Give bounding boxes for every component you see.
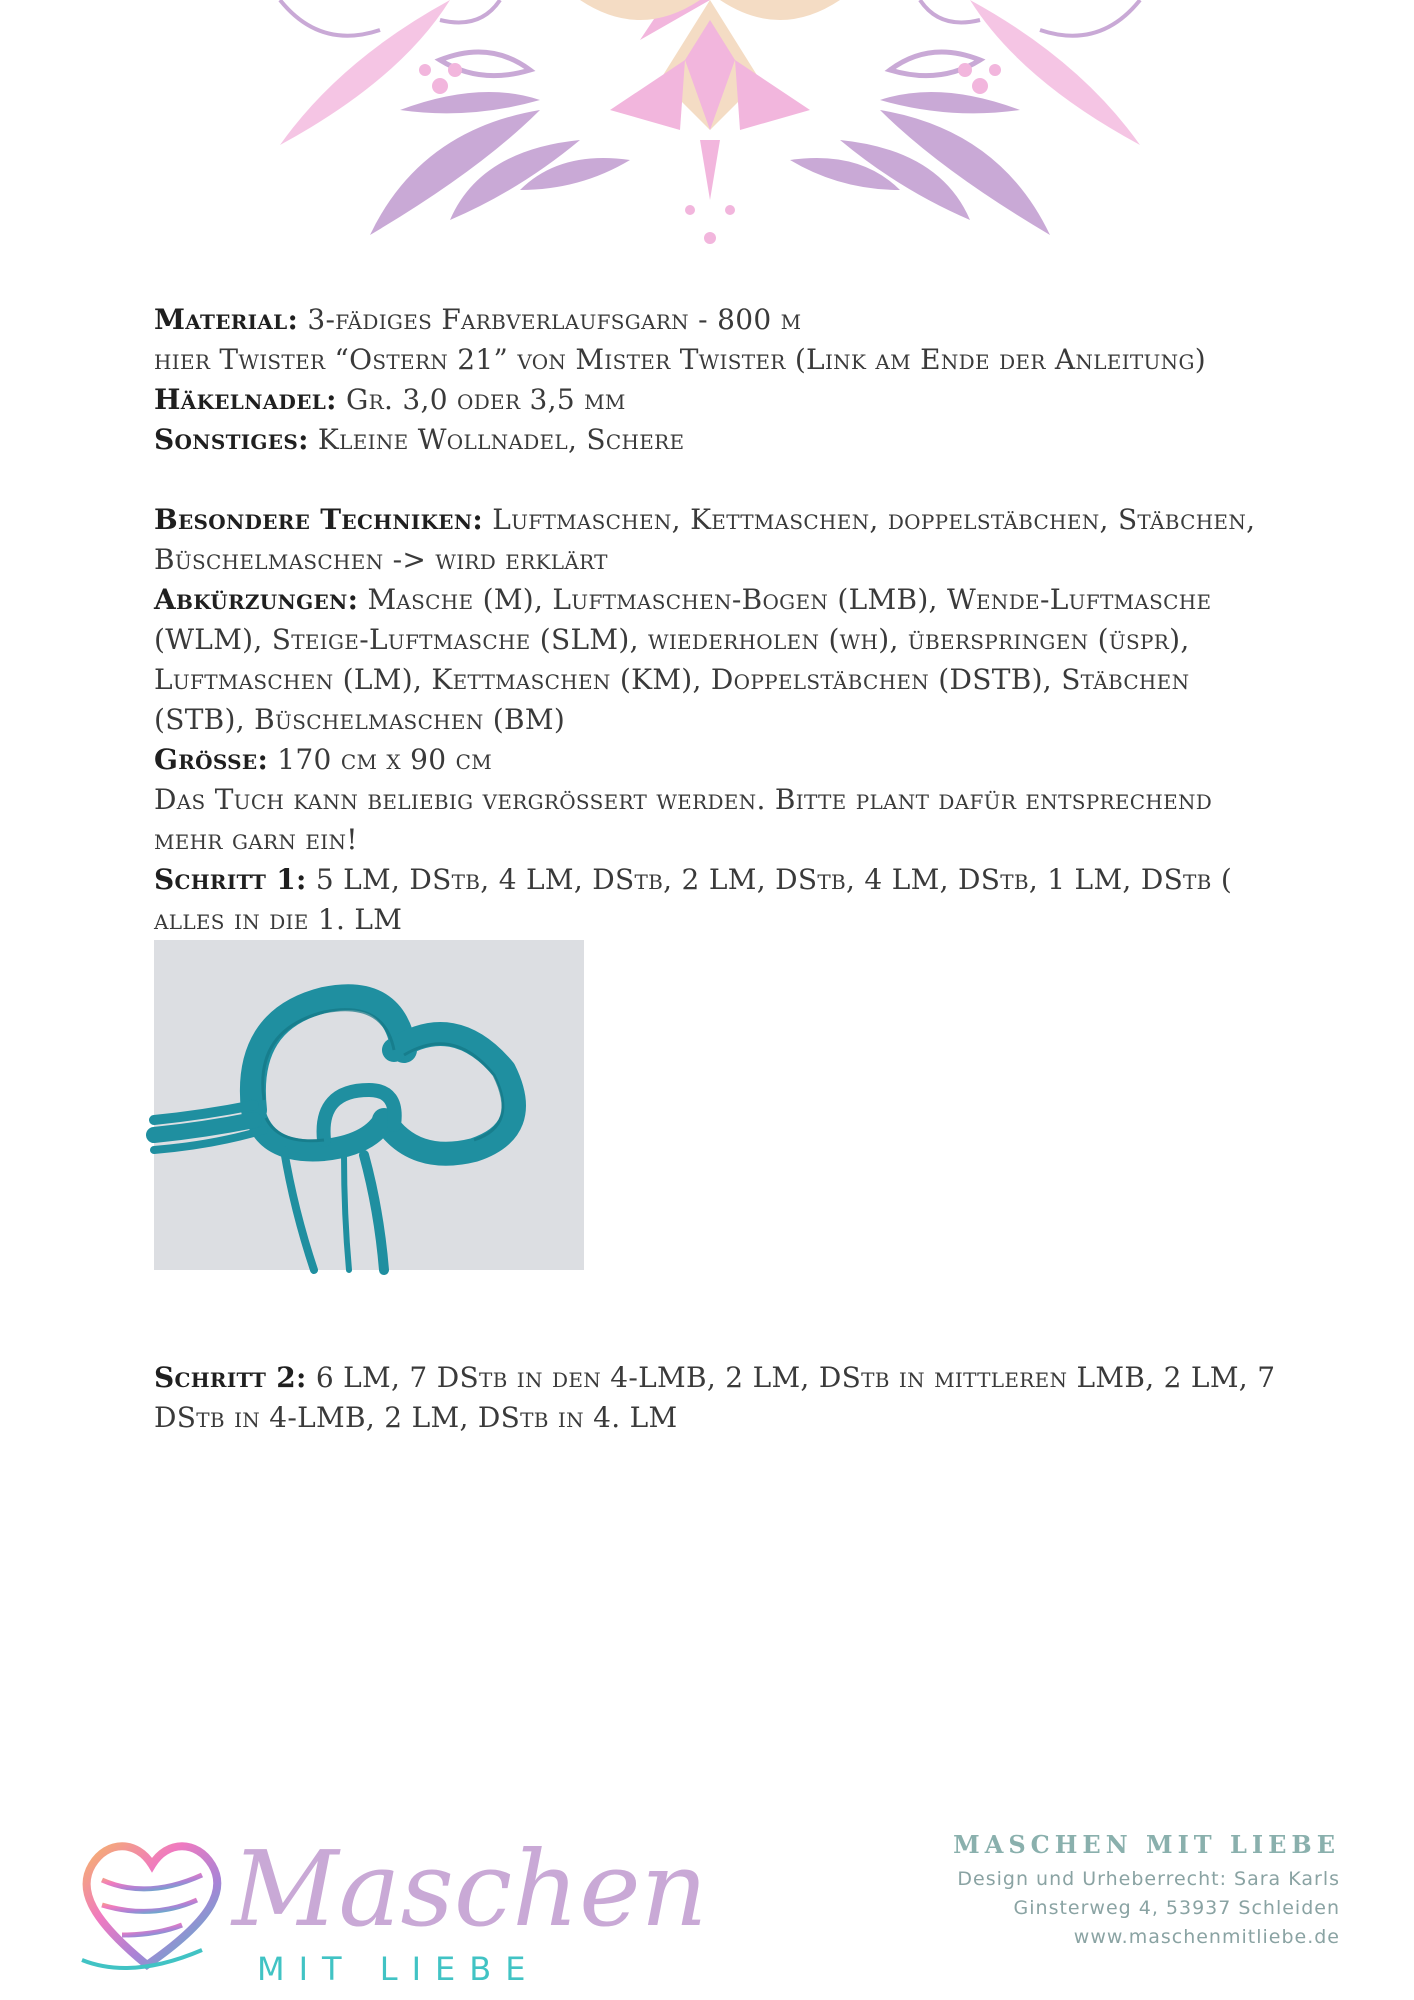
material-detail: hier Twister “Ostern 21” von Mister Twister (Link am Ende der Anleitung)	[154, 343, 1206, 376]
materials-section	[154, 300, 1284, 460]
floral-ornament-icon	[280, 0, 1140, 250]
step-2-label: Schritt 2:	[154, 1361, 307, 1394]
size-label: Grösse:	[154, 743, 269, 776]
other-label: Sonstiges:	[154, 423, 309, 456]
footer-brand: MASCHEN MIT LIEBE	[953, 1830, 1340, 1859]
footer-contact	[953, 1830, 1340, 1952]
abbreviations-section	[154, 580, 1284, 740]
footer-website[interactable]: www.maschenmitliebe.de	[1073, 1926, 1340, 1948]
other-line	[154, 420, 1284, 460]
hook-value: Gr. 3,0 oder 3,5 mm	[345, 383, 626, 416]
enlarge-note: Das Tuch kann beliebig vergrössert werden. Bitte plant dafür entsprechend mehr garn ein!	[154, 783, 1213, 856]
pattern-instructions	[154, 300, 1284, 1438]
size-value: 170 cm x 90 cm	[277, 743, 492, 776]
other-value: Kleine Wollnadel, Schere	[317, 423, 685, 456]
step-1	[154, 860, 1284, 940]
step-2-text: 6 LM, 7 DStb in den 4-LMB, 2 LM, DStb in mittleren LMB, 2 LM, 7 DStb in 4-LMB, 2 LM, DStb in 4. LM	[154, 1361, 1276, 1434]
abbreviations-text: Masche (M), Luftmaschen-Bogen (LMB), Wende-Luftmasche (WLM), Steige-Luftmasche (SLM), wiederholen (wh), überspringen (üspr), Luftmaschen (LM), Kettmaschen (KM), Doppelstäbchen (DSTB), Stäbchen (STB), Büschelmaschen (BM)	[154, 583, 1212, 736]
step-2	[154, 1358, 1284, 1438]
techniques-section	[154, 500, 1284, 580]
hook-line	[154, 380, 1284, 420]
step-1-photo	[154, 940, 584, 1270]
footer-copyright: Design und Urheberrecht: Sara Karls	[957, 1868, 1340, 1890]
logo-subtitle: MIT LIEBE	[257, 1950, 540, 1988]
footer-address: Ginsterweg 4, 53937 Schleiden	[1013, 1897, 1340, 1919]
abbreviations-label: Abkürzungen:	[154, 583, 359, 616]
techniques-label: Besondere Techniken:	[154, 503, 484, 536]
material-label: Material:	[154, 303, 299, 336]
size-section	[154, 740, 1284, 780]
techniques-text: Luftmaschen, Kettmaschen, doppelstäbchen, Stäbchen, Büschelmaschen -> wird erklärt	[154, 503, 1256, 576]
step-1-text: 5 LM, DStb, 4 LM, DStb, 2 LM, DStb, 4 LM, DStb, 1 LM, DStb ( alles in die 1. LM	[154, 863, 1233, 936]
hook-label: Häkelnadel:	[154, 383, 337, 416]
logo-script-text: Maschen	[232, 1828, 708, 1950]
crochet-sample-image	[154, 940, 584, 1270]
yarn-heart-logo-icon	[72, 1810, 708, 1990]
brand-logo	[72, 1810, 708, 1990]
material-line	[154, 300, 1284, 340]
step-1-label: Schritt 1:	[154, 863, 307, 896]
material-value: 3-fädiges Farbverlaufsgarn - 800 m	[307, 303, 802, 336]
